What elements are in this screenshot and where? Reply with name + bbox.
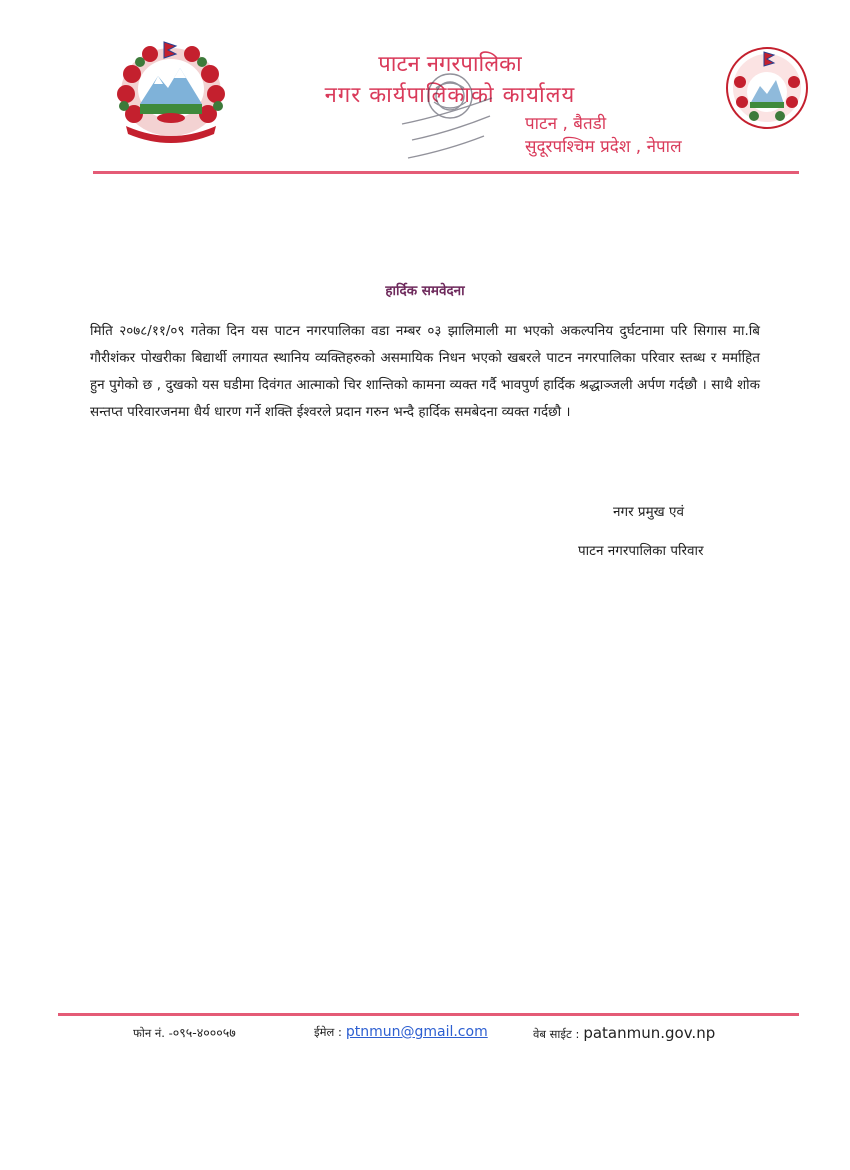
footer-divider [58,1013,799,1016]
footer-email [314,1024,488,1040]
letter-body: मिति २०७८/११/०९ गतेका दिन यस पाटन नगरपालिका वडा नम्बर ०३ झालिमाली मा भएको अकल्पनिय दुर्घटनामा परि सिगास मा.बि गौरीशंकर पोखरीका बिद्यार्थी लगायत स्थानिय व्यक्तिहरुको असमायिक निधन भएको खबरले पाटन नगरपालिका परिवार स्तब्ध र मर्माहित हुन पुगेको छ , दुखको यस घडीमा दिवंगत आत्माको चिर शान्तिको कामना व्यक्त गर्दै भावपुर्ण हार्दिक श्रद्धाञ्जली अर्पण गर्दछौ । साथै शोक सन्तप्त परिवारजनमा धैर्य धारण गर्ने शक्ति ईश्वरले प्रदान गरुन भन्दै हार्दिक समबेदना व्यक्त गर्दछौ । [90,323,760,420]
email-label: ईमेल : [314,1025,342,1039]
website-url[interactable]: patanmun.gov.np [583,1024,716,1042]
phone-label: फोन नं. - [133,1026,173,1040]
footer-website [533,1024,715,1042]
municipality-logo-icon [724,46,810,130]
signature-line-2: पाटन नगरपालिका परिवार [578,543,704,559]
footer-phone [133,1024,236,1041]
letter-subject: हार्दिक समवेदना [385,283,465,299]
signature-line-1: नगर प्रमुख एवं [613,504,684,520]
municipality-name: पाटन नगरपालिका [378,52,522,77]
phone-number: ०९५-४०००५७ [172,1025,236,1040]
address-line-2: सुदूरपश्चिम प्रदेश , नेपाल [525,137,682,157]
nepal-emblem-icon [110,34,232,146]
header-divider [93,171,799,174]
address-line-1: पाटन , बैतडी [525,114,607,134]
website-label: वेब साईट : [533,1027,580,1041]
email-link[interactable]: ptnmun@gmail.com [345,1024,488,1040]
office-stamp-icon [372,58,522,168]
office-name: नगर कार्यपालिकाको कार्यालय [324,83,576,108]
